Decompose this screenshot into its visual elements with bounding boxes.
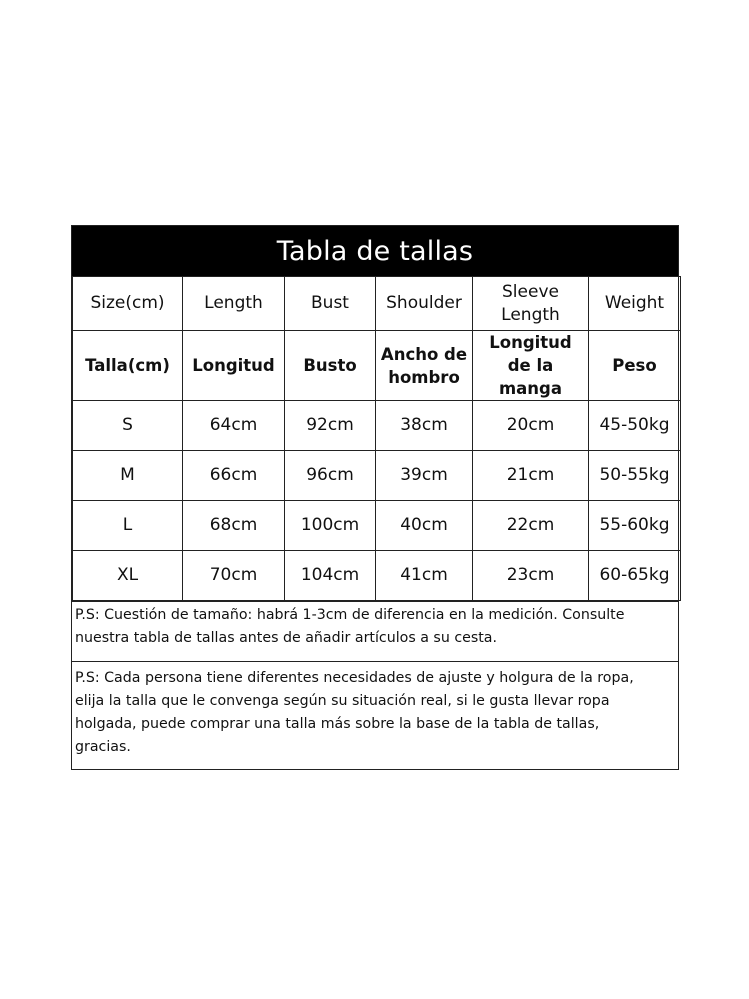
- table-cell: 38cm: [376, 401, 473, 451]
- table-cell: 68cm: [183, 501, 285, 551]
- header-row-english: [73, 277, 681, 331]
- header-cell: Talla(cm): [73, 331, 183, 401]
- table-cell: 22cm: [473, 501, 589, 551]
- header-cell: Longitud de la manga: [473, 331, 589, 401]
- header-cell: Busto: [285, 331, 376, 401]
- header-cell: Size(cm): [73, 277, 183, 331]
- table-cell: 45-50kg: [589, 401, 681, 451]
- size-table: [72, 276, 681, 601]
- table-cell: 23cm: [473, 551, 589, 601]
- table-cell: S: [73, 401, 183, 451]
- table-cell: 60-65kg: [589, 551, 681, 601]
- size-chart: [71, 225, 679, 770]
- table-cell: 70cm: [183, 551, 285, 601]
- table-row: [73, 451, 681, 501]
- header-cell: Peso: [589, 331, 681, 401]
- measurement-note: [72, 601, 678, 661]
- header-cell: Length: [183, 277, 285, 331]
- fit-note: [72, 661, 678, 769]
- table-cell: 55-60kg: [589, 501, 681, 551]
- header-cell: Shoulder: [376, 277, 473, 331]
- table-cell: 64cm: [183, 401, 285, 451]
- table-cell: 50-55kg: [589, 451, 681, 501]
- note-line: gracias.: [75, 739, 131, 755]
- table-cell: 21cm: [473, 451, 589, 501]
- note-line: nuestra tabla de tallas antes de añadir artículos a su cesta.: [75, 630, 498, 646]
- table-cell: 20cm: [473, 401, 589, 451]
- note-line: P.S: Cuestión de tamaño: habrá 1-3cm de diferencia en la medición. Consulte: [75, 607, 625, 623]
- table-cell: 100cm: [285, 501, 376, 551]
- table-cell: 104cm: [285, 551, 376, 601]
- note-line: holgada, puede comprar una talla más sobre la base de la tabla de tallas,: [75, 716, 600, 732]
- table-cell: XL: [73, 551, 183, 601]
- table-cell: 40cm: [376, 501, 473, 551]
- table-cell: 96cm: [285, 451, 376, 501]
- table-row: [73, 551, 681, 601]
- table-cell: 41cm: [376, 551, 473, 601]
- table-cell: 66cm: [183, 451, 285, 501]
- table-row: [73, 501, 681, 551]
- table-cell: 92cm: [285, 401, 376, 451]
- header-cell: Bust: [285, 277, 376, 331]
- table-cell: L: [73, 501, 183, 551]
- header-row-spanish: [73, 331, 681, 401]
- header-cell: Weight: [589, 277, 681, 331]
- note-line: elija la talla que le convenga según su situación real, si le gusta llevar ropa: [75, 693, 610, 709]
- chart-title: Tabla de tallas: [72, 226, 678, 276]
- note-line: P.S: Cada persona tiene diferentes necesidades de ajuste y holgura de la ropa,: [75, 670, 634, 686]
- header-cell: Longitud: [183, 331, 285, 401]
- header-cell: Sleeve Length: [473, 277, 589, 331]
- table-row: [73, 401, 681, 451]
- table-cell: M: [73, 451, 183, 501]
- header-cell: Ancho de hombro: [376, 331, 473, 401]
- table-cell: 39cm: [376, 451, 473, 501]
